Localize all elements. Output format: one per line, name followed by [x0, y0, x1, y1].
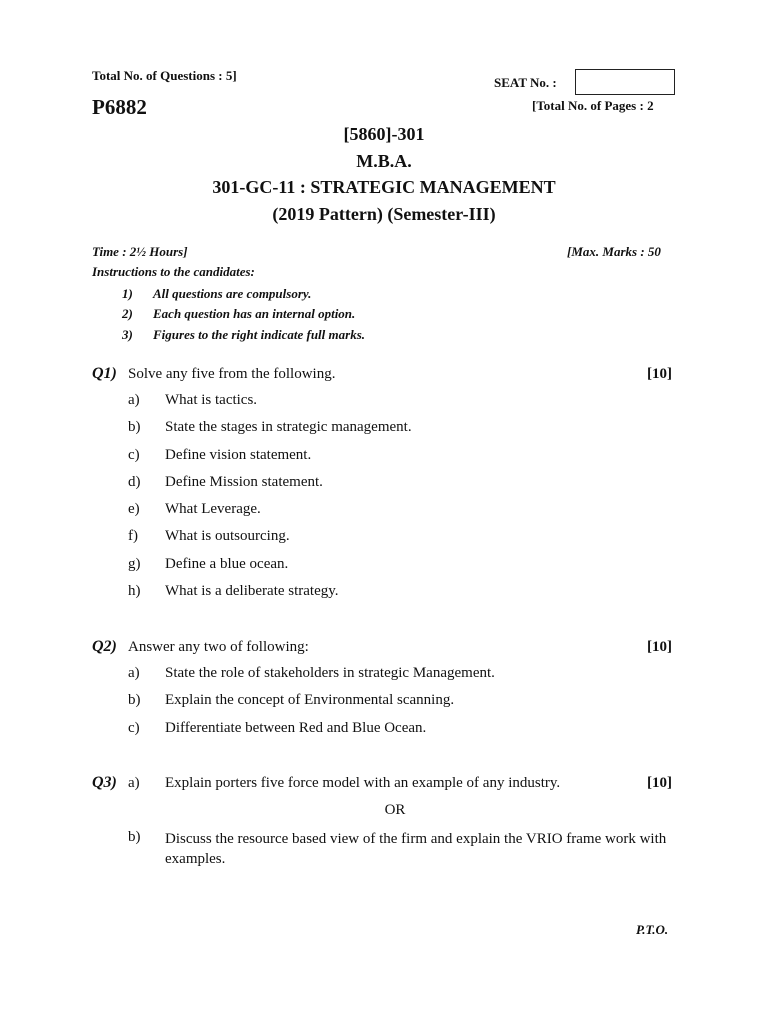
question-label: Q1) [92, 365, 117, 382]
item-text: Explain porters five force model with an example of any industry. [165, 775, 561, 791]
item-text: Differentiate between Red and Blue Ocean. [165, 720, 427, 736]
item-text: What Leverage. [165, 501, 261, 517]
item-letter: a) [128, 392, 140, 408]
question-marks: [10] [647, 639, 672, 655]
item-letter: c) [128, 720, 140, 736]
instruction-num: 2) [122, 306, 133, 321]
instruction-text: All questions are compulsory. [153, 286, 312, 301]
question-marks: [10] [647, 775, 672, 791]
paper-code: P6882 [92, 95, 147, 119]
question-text: Solve any five from the following. [128, 366, 336, 382]
or-separator: OR [384, 802, 406, 818]
item-text: Define vision statement. [165, 447, 312, 463]
question-label: Q2) [92, 638, 117, 655]
item-text: Define a blue ocean. [165, 556, 289, 572]
question-marks: [10] [647, 366, 672, 382]
item-letter: a) [128, 665, 140, 681]
item-text: State the stages in strategic management. [165, 419, 412, 435]
item-letter: f) [128, 528, 138, 544]
instruction-text: Figures to the right indicate full marks. [153, 327, 366, 342]
item-letter: a) [128, 775, 140, 791]
item-letter: h) [128, 583, 141, 599]
total-pages: [Total No. of Pages : 2 [532, 98, 654, 113]
item-text: What is a deliberate strategy. [165, 583, 339, 599]
instruction-num: 3) [122, 327, 133, 342]
degree-title: M.B.A. [356, 151, 412, 171]
time-label: Time : 2½ Hours] [92, 244, 188, 259]
item-letter: d) [128, 474, 141, 490]
subject-title: 301-GC-11 : STRATEGIC MANAGEMENT [212, 177, 556, 197]
item-letter: b) [128, 419, 141, 435]
item-letter: c) [128, 447, 140, 463]
item-text: Explain the concept of Environmental scanning. [165, 692, 455, 708]
pattern-title: (2019 Pattern) (Semester-III) [272, 204, 496, 224]
seat-number-box [575, 69, 675, 95]
max-marks: [Max. Marks : 50 [567, 244, 661, 259]
item-text: Define Mission statement. [165, 474, 323, 490]
item-letter: b) [128, 829, 141, 845]
pto-label: P.T.O. [636, 922, 669, 937]
item-text: What is outsourcing. [165, 528, 290, 544]
instruction-text: Each question has an internal option. [153, 306, 356, 321]
total-questions: Total No. of Questions : 5] [92, 68, 237, 83]
item-text: Discuss the resource based view of the firm and explain the VRIO frame work with examples. [165, 831, 667, 867]
seat-label: SEAT No. : [494, 75, 557, 90]
item-letter: g) [128, 556, 141, 572]
exam-code: [5860]-301 [343, 124, 425, 144]
question-text: Answer any two of following: [128, 639, 309, 655]
instruction-num: 1) [122, 286, 133, 301]
item-letter: e) [128, 501, 140, 517]
item-text: What is tactics. [165, 392, 258, 408]
question-label: Q3) [92, 774, 117, 791]
instructions-heading: Instructions to the candidates: [92, 264, 255, 279]
item-letter: b) [128, 692, 141, 708]
item-text: State the role of stakeholders in strategic Management. [165, 665, 495, 681]
